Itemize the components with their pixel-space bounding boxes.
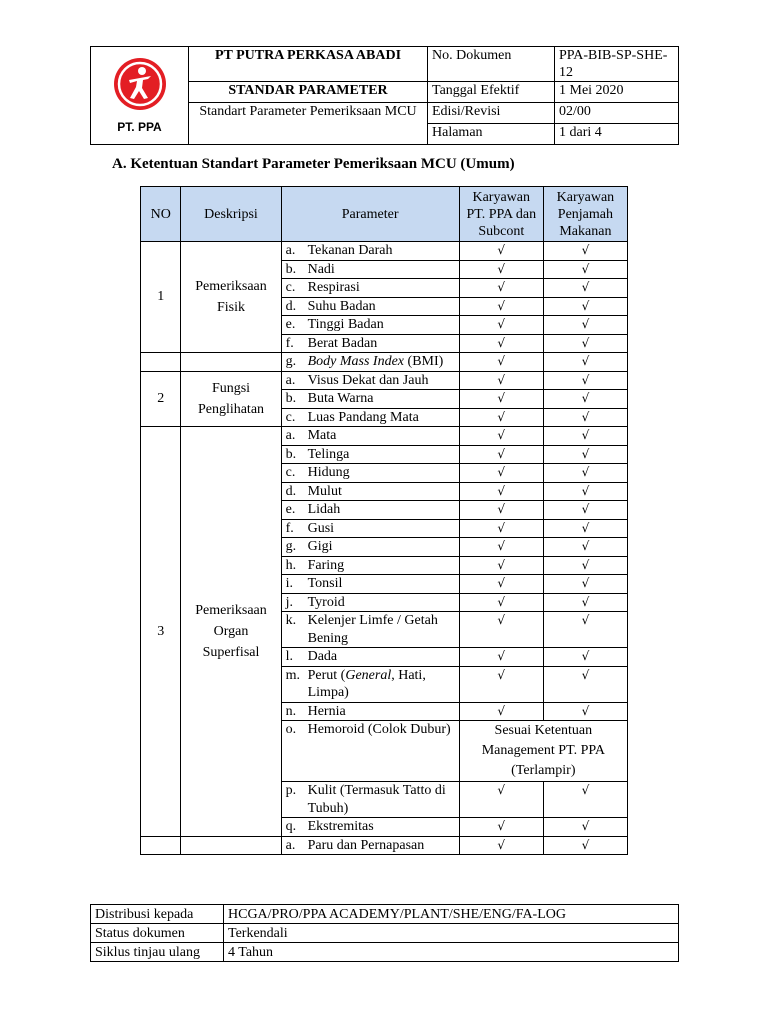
parameter-text [308, 703, 454, 721]
check-karyawan-ppa [459, 666, 543, 702]
table-row [141, 242, 628, 261]
parameter-cell [281, 612, 459, 648]
parameter-text-main: Tekanan Darah [307, 243, 393, 258]
checkmark-icon: √ [581, 317, 590, 331]
parameter-text-main: Hernia [307, 703, 346, 719]
parameter-text-main: Paru dan Pernapasan [307, 837, 425, 853]
parameter-letter: l. [285, 649, 293, 664]
header-deskripsi: Deskripsi [181, 187, 281, 242]
parameter-text [308, 464, 454, 482]
parameter-text-main: Dada [307, 649, 338, 664]
parameter-text-main: , Hati, Limpa) [307, 667, 426, 700]
checkmark-icon: √ [497, 446, 506, 461]
parameter-cell [281, 353, 459, 372]
parameter-text-main: Lidah [307, 502, 341, 517]
parameter-text-main: Buta Warna [307, 391, 374, 406]
parameter-cell [281, 818, 459, 837]
check-karyawan-ppa [459, 445, 543, 464]
check-karyawan-penjamah [543, 612, 627, 648]
row-number [141, 836, 181, 855]
check-karyawan-ppa [459, 371, 543, 390]
checkmark-icon: √ [497, 539, 506, 553]
check-karyawan-ppa [459, 482, 543, 501]
parameter-letter: b. [285, 446, 297, 462]
check-karyawan-ppa [459, 836, 543, 855]
checkmark-icon: √ [497, 428, 506, 442]
parameter-letter: b. [285, 391, 297, 406]
check-karyawan-penjamah [543, 279, 627, 298]
parameter-cell [281, 316, 459, 335]
row-description: Fungsi Penglihatan [181, 371, 281, 427]
row-description [181, 353, 281, 372]
parameter-cell [281, 556, 459, 575]
parameter-letter: b. [285, 261, 297, 277]
checkmark-icon: √ [497, 557, 506, 572]
checkmark-icon: √ [581, 667, 590, 682]
parameter-letter: c. [285, 409, 296, 425]
checkmark-icon: √ [497, 819, 506, 833]
parameter-text-main: Telinga [307, 446, 350, 462]
parameter-letter: q. [285, 819, 297, 834]
checkmark-icon: √ [497, 335, 506, 350]
checkmark-icon: √ [581, 594, 590, 609]
check-karyawan-penjamah [543, 316, 627, 335]
check-karyawan-penjamah [543, 464, 627, 483]
parameter-cell [281, 575, 459, 594]
parameter-letter: h. [285, 557, 297, 573]
parameter-text-italic: General [345, 667, 392, 683]
company-logo [91, 47, 189, 145]
checkmark-icon: √ [581, 483, 590, 498]
checkmark-icon: √ [581, 837, 590, 852]
parameter-text [308, 721, 454, 739]
parameter-text [308, 279, 454, 297]
header-no: NO [141, 187, 181, 242]
checkmark-icon: √ [497, 280, 506, 294]
doc-no-label: No. Dokumen [428, 47, 555, 82]
parameter-text-main: Gigi [307, 539, 333, 554]
check-karyawan-penjamah [543, 297, 627, 316]
check-karyawan-penjamah [543, 556, 627, 575]
parameter-text [308, 242, 454, 260]
check-karyawan-ppa [459, 353, 543, 372]
parameter-letter: g. [285, 354, 297, 369]
status-value: Terkendali [224, 924, 679, 943]
standard-title: STANDAR PARAMETER [189, 82, 428, 103]
row-number: 1 [141, 242, 181, 353]
parameter-letter: e. [285, 502, 296, 517]
checkmark-icon: √ [581, 428, 590, 442]
parameter-text-italic: Body Mass Index [307, 354, 405, 369]
checkmark-icon: √ [497, 317, 506, 331]
check-karyawan-ppa [459, 334, 543, 353]
check-karyawan-penjamah [543, 371, 627, 390]
parameter-letter: f. [285, 520, 294, 536]
check-karyawan-ppa [459, 612, 543, 648]
check-karyawan-penjamah [543, 482, 627, 501]
parameter-cell [281, 482, 459, 501]
check-karyawan-ppa [459, 390, 543, 409]
checkmark-icon: √ [581, 465, 590, 479]
parameter-letter: f. [285, 335, 294, 351]
parameter-text [308, 667, 454, 702]
parameter-text-main: Hidung [307, 465, 350, 480]
check-karyawan-penjamah [543, 666, 627, 702]
checkmark-icon: √ [497, 298, 506, 313]
check-karyawan-penjamah [543, 408, 627, 427]
document-header-table [90, 46, 679, 145]
review-cycle-label: Siklus tinjau ulang [91, 943, 224, 962]
check-karyawan-penjamah [543, 538, 627, 557]
checkmark-icon: √ [497, 465, 506, 479]
header-parameter: Parameter [281, 187, 459, 242]
distribution-label: Distribusi kepada [91, 905, 224, 924]
parameter-letter: a. [285, 837, 296, 853]
checkmark-icon: √ [497, 576, 506, 590]
parameter-text-main: Tyroid [307, 594, 345, 610]
parameter-cell [281, 538, 459, 557]
parameter-text [308, 353, 454, 371]
checkmark-icon: √ [581, 649, 590, 663]
parameter-text [308, 538, 454, 556]
parameter-text [308, 501, 454, 519]
parameter-cell [281, 836, 459, 855]
parameter-cell [281, 297, 459, 316]
check-karyawan-ppa [459, 464, 543, 483]
parameter-text [308, 594, 454, 612]
check-karyawan-penjamah [543, 593, 627, 612]
check-karyawan-ppa [459, 316, 543, 335]
parameter-text-main: Tinggi Badan [307, 317, 384, 332]
check-karyawan-ppa [459, 593, 543, 612]
check-karyawan-penjamah [543, 501, 627, 520]
parameter-cell [281, 334, 459, 353]
parameter-text-main: Visus Dekat dan Jauh [307, 372, 429, 388]
row-number [141, 353, 181, 372]
parameter-text-main: Mata [307, 428, 337, 443]
parameter-text [308, 782, 454, 817]
checkmark-icon: √ [497, 649, 506, 663]
checkmark-icon: √ [581, 446, 590, 461]
checkmark-icon: √ [581, 703, 590, 718]
checkmark-icon: √ [581, 557, 590, 572]
check-karyawan-penjamah [543, 519, 627, 538]
check-karyawan-penjamah [543, 427, 627, 446]
checkmark-icon: √ [581, 576, 590, 590]
row-description: Pemeriksaan Fisik [181, 242, 281, 353]
parameter-letter: k. [285, 613, 297, 628]
company-name: PT PUTRA PERKASA ABADI [189, 47, 428, 82]
parameter-text [308, 446, 454, 464]
parameter-text [308, 409, 454, 427]
parameter-letter: j. [285, 594, 293, 610]
checkmark-icon: √ [497, 703, 506, 718]
parameter-text [308, 427, 454, 445]
parameter-cell [281, 279, 459, 298]
check-karyawan-penjamah [543, 648, 627, 667]
checkmark-icon: √ [581, 261, 590, 276]
check-karyawan-ppa [459, 575, 543, 594]
check-karyawan-ppa [459, 702, 543, 721]
checkmark-icon: √ [497, 783, 506, 797]
row-description [181, 836, 281, 855]
parameter-cell [281, 464, 459, 483]
checkmark-icon: √ [497, 613, 506, 627]
parameter-cell [281, 702, 459, 721]
parameter-text [308, 837, 454, 855]
parameter-text [308, 818, 454, 836]
parameter-cell [281, 445, 459, 464]
checkmark-icon: √ [581, 539, 590, 553]
parameter-text [308, 335, 454, 353]
checkmark-icon: √ [581, 372, 590, 387]
effective-label: Tanggal Efektif [428, 82, 555, 103]
check-karyawan-ppa [459, 260, 543, 279]
checkmark-icon: √ [581, 520, 590, 535]
review-cycle-value: 4 Tahun [224, 943, 679, 962]
check-karyawan-ppa [459, 519, 543, 538]
parameter-cell [281, 371, 459, 390]
check-karyawan-penjamah [543, 702, 627, 721]
parameter-letter: o. [285, 722, 297, 737]
parameter-cell [281, 390, 459, 409]
logo-text: PT. PPA [117, 119, 162, 134]
parameter-cell [281, 260, 459, 279]
checkmark-icon: √ [497, 261, 506, 276]
parameter-cell [281, 648, 459, 667]
check-karyawan-ppa [459, 427, 543, 446]
check-karyawan-penjamah [543, 242, 627, 261]
checkmark-icon: √ [497, 372, 506, 387]
checkmark-icon: √ [497, 667, 506, 682]
parameter-letter: g. [285, 539, 297, 554]
parameter-text [308, 520, 454, 538]
parameter-text [308, 648, 454, 666]
parameter-text-main: Suhu Badan [307, 298, 376, 314]
check-karyawan-penjamah [543, 390, 627, 409]
subtitle: Standart Parameter Pemeriksaan MCU [189, 103, 428, 145]
checkmark-icon: √ [581, 783, 590, 797]
parameter-text [308, 316, 454, 334]
parameter-letter: c. [285, 465, 296, 480]
parameter-text-main: Luas Pandang Mata [307, 409, 419, 425]
checkmark-icon: √ [497, 502, 506, 516]
check-karyawan-ppa [459, 297, 543, 316]
check-karyawan-ppa [459, 818, 543, 837]
check-karyawan-penjamah [543, 782, 627, 818]
parameter-text [308, 483, 454, 501]
parameter-cell [281, 408, 459, 427]
table-row [141, 353, 628, 372]
parameter-letter: a. [285, 428, 296, 443]
parameter-text-prefix: Perut ( [307, 667, 346, 683]
parameter-text-main: Nadi [307, 261, 335, 277]
parameter-text-main: Gusi [307, 520, 335, 536]
parameter-letter: m. [285, 667, 300, 683]
parameter-text [308, 261, 454, 279]
parameter-text-main: Respirasi [307, 280, 360, 295]
parameter-cell [281, 666, 459, 702]
parameter-cell [281, 242, 459, 261]
parameter-letter: a. [285, 243, 296, 258]
check-karyawan-penjamah [543, 836, 627, 855]
parameter-letter: c. [285, 280, 296, 295]
parameter-letter: d. [285, 483, 297, 499]
parameter-cell [281, 519, 459, 538]
checkmark-icon: √ [581, 243, 590, 257]
table-row [141, 371, 628, 390]
table-row [141, 836, 628, 855]
parameter-text-main: Tonsil [307, 576, 343, 591]
table-body [141, 242, 628, 855]
section-title: A. Ketentuan Standart Parameter Pemeriksaan MCU (Umum) [112, 156, 515, 172]
page-label: Halaman [428, 124, 555, 145]
checkmark-icon: √ [497, 594, 506, 609]
parameter-letter: p. [285, 783, 297, 798]
ppa-logo-icon [112, 56, 168, 112]
table-row [141, 427, 628, 446]
check-karyawan-penjamah [543, 445, 627, 464]
doc-no-value: PPA-BIB-SP-SHE-12 [555, 47, 679, 82]
parameter-letter: d. [285, 298, 297, 314]
checkmark-icon: √ [497, 520, 506, 535]
check-karyawan-ppa [459, 556, 543, 575]
checkmark-icon: √ [581, 354, 590, 368]
checkmark-icon: √ [581, 298, 590, 313]
header-karyawan-penjamah: Karyawan Penjamah Makanan [543, 187, 627, 242]
parameter-letter: e. [285, 317, 296, 332]
row-number: 2 [141, 371, 181, 427]
check-karyawan-ppa [459, 501, 543, 520]
edition-value: 02/00 [555, 103, 679, 124]
parameter-text-main: Berat Badan [307, 335, 378, 351]
checkmark-icon: √ [497, 354, 506, 368]
parameter-cell [281, 501, 459, 520]
row-number: 3 [141, 427, 181, 837]
parameter-table [140, 186, 628, 855]
checkmark-icon: √ [581, 613, 590, 627]
page-value: 1 dari 4 [555, 124, 679, 145]
checkmark-icon: √ [497, 483, 506, 498]
parameter-text-main: Faring [307, 557, 345, 573]
checkmark-icon: √ [581, 502, 590, 516]
parameter-cell [281, 721, 459, 782]
parameter-cell [281, 427, 459, 446]
checkmark-icon: √ [497, 837, 506, 852]
special-note-cell: Sesuai Ketentuan Management PT. PPA (Terlampir) [459, 721, 627, 782]
status-label: Status dokumen [91, 924, 224, 943]
check-karyawan-penjamah [543, 818, 627, 837]
parameter-letter: n. [285, 703, 297, 719]
check-karyawan-ppa [459, 648, 543, 667]
parameter-text-main: Mulut [307, 483, 342, 499]
checkmark-icon: √ [581, 819, 590, 833]
distribution-value: HCGA/PRO/PPA ACADEMY/PLANT/SHE/ENG/FA-LOG [224, 905, 679, 924]
parameter-cell [281, 782, 459, 818]
row-description: Pemeriksaan Organ Superfisal [181, 427, 281, 837]
parameter-text-main: Ekstremitas [307, 819, 374, 834]
checkmark-icon: √ [581, 280, 590, 294]
table-header-row [141, 187, 628, 242]
check-karyawan-ppa [459, 279, 543, 298]
parameter-text [308, 298, 454, 316]
checkmark-icon: √ [497, 391, 506, 405]
check-karyawan-ppa [459, 408, 543, 427]
parameter-text [308, 575, 454, 593]
check-karyawan-ppa [459, 538, 543, 557]
check-karyawan-ppa [459, 782, 543, 818]
parameter-text-main: Kulit (Termasuk Tatto di Tubuh) [307, 783, 446, 816]
checkmark-icon: √ [497, 243, 506, 257]
parameter-text [308, 557, 454, 575]
parameter-cell [281, 593, 459, 612]
checkmark-icon: √ [581, 409, 590, 424]
check-karyawan-ppa [459, 242, 543, 261]
parameter-text [308, 372, 454, 390]
effective-value: 1 Mei 2020 [555, 82, 679, 103]
check-karyawan-penjamah [543, 575, 627, 594]
edition-label: Edisi/Revisi [428, 103, 555, 124]
parameter-letter: a. [285, 372, 296, 388]
parameter-text [308, 390, 454, 408]
parameter-text-main: (BMI) [407, 354, 444, 369]
parameter-letter: i. [285, 576, 293, 591]
distribution-table [90, 904, 679, 962]
parameter-text [308, 612, 454, 647]
check-karyawan-penjamah [543, 353, 627, 372]
checkmark-icon: √ [581, 391, 590, 405]
checkmark-icon: √ [497, 409, 506, 424]
parameter-text-main: Kelenjer Limfe / Getah Bening [307, 613, 438, 646]
check-karyawan-penjamah [543, 334, 627, 353]
parameter-text-main: Hemoroid (Colok Dubur) [307, 722, 451, 737]
checkmark-icon: √ [581, 335, 590, 350]
check-karyawan-penjamah [543, 260, 627, 279]
header-karyawan-ppa: Karyawan PT. PPA dan Subcont [459, 187, 543, 242]
